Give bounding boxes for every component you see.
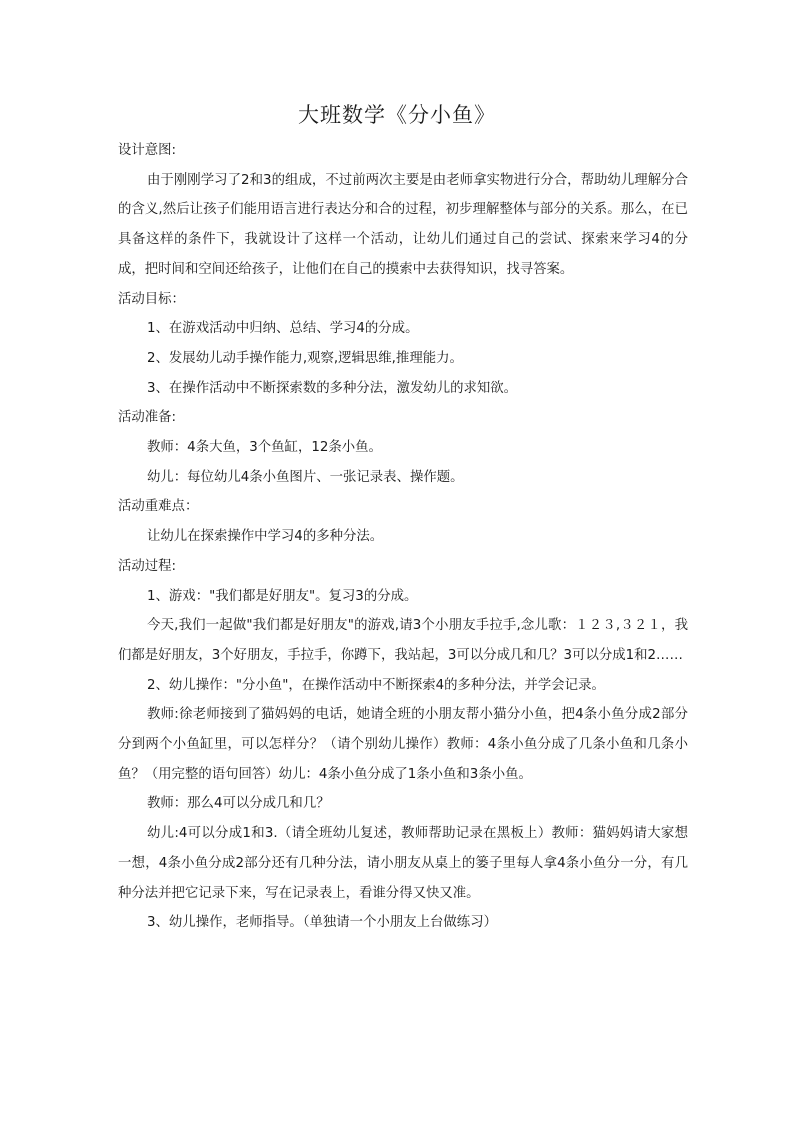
paragraph: 活动过程: [118,558,177,574]
paragraph: 3、幼儿操作，老师指导。（单独请一个小朋友上台做练习） [147,915,497,931]
paragraph: 1、在游戏活动中归纳、总结、学习4的分成。 [147,321,419,337]
document-title: 大班数学《分小鱼》 [298,103,496,127]
paragraph: 2、发展幼儿动手操作能力,观察,逻辑思维,推理能力。 [147,350,463,366]
paragraph: 活动准备: [118,410,177,426]
paragraph: 教师：那么4可以分成几和几？ [147,796,330,812]
paragraph: 设计意图: [118,143,177,158]
paragraph: 由于刚刚学习了2和3的组成，不过前两次主要是由老师拿实物进行分合，帮助幼儿理解分合的含义,然后让孩子们能用语言进行表达分和合的过程，初步理解整体与部分的关系。那么，在已具备这样的条件下，我就设计了这样一个活动，让幼儿们通过自己的尝试、探索来学习4的分成，把时间和空间还给孩子，让他们在自己的摸索中去获得知识，找寻答案。 [118,172,688,277]
document-body [118,136,688,938]
paragraph: 今天,我们一起做"我们都是好朋友"的游戏,请3个小朋友手拉手,念儿歌：１２３,３２１，我们都是好朋友，3个好朋友，手拉手，你蹲下，我站起，3可以分成几和几？3可以分成1和2…… [118,618,688,663]
paragraph: 2、幼儿操作："分小鱼"，在操作活动中不断探索4的多种分法，并学会记录。 [147,677,605,693]
paragraph: 活动重难点： [118,499,199,515]
paragraph: 教师:徐老师接到了猫妈妈的电话，她请全班的小朋友帮小猫分小鱼，把4条小鱼分成2部分分到两个小鱼缸里，可以怎样分？（请个别幼儿操作）教师：4条小鱼分成了几条小鱼和几条小鱼？（用完整的语句回答）幼儿：4条小鱼分成了1条小鱼和3条小鱼。 [118,707,688,782]
paragraph: 教师：4条大鱼，3个鱼缸，12条小鱼。 [147,440,382,456]
paragraph: 3、在操作活动中不断探索数的多种分法，激发幼儿的求知欲。 [147,380,518,396]
paragraph: 幼儿：每位幼儿4条小鱼图片、一张记录表、操作题。 [147,469,464,485]
paragraph: 让幼儿在探索操作中学习4的多种分法。 [147,529,384,545]
paragraph: 幼儿:4可以分成1和3.（请全班幼儿复述，教师帮助记录在黑板上）教师：猫妈妈请大家想一想，4条小鱼分成2部分还有几种分法，请小朋友从桌上的篓子里每人拿4条小鱼分一分，有几种分法并把它记录下来，写在记录表上，看谁分得又快又准。 [118,826,688,901]
paragraph: 活动目标： [118,291,185,307]
paragraph: 1、游戏："我们都是好朋友"。复习3的分成。 [147,588,418,604]
